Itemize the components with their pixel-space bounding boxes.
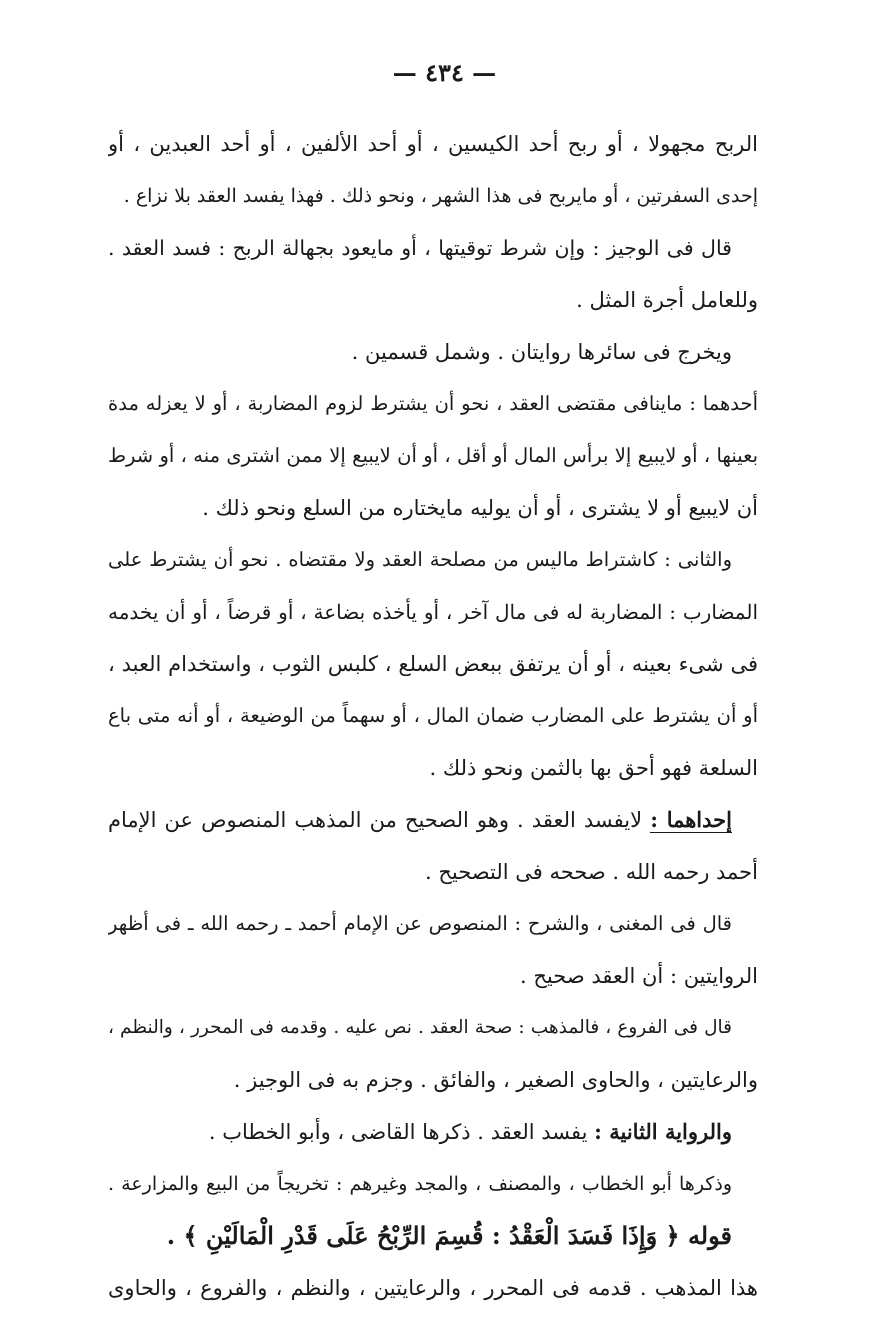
text-line <box>108 222 758 274</box>
line-lead-text: قوله <box>687 1221 732 1250</box>
line-text: أن لايبيع أو لا يشترى ، أو أن يوليه مايختاره من السلع ونحو ذلك . <box>202 496 758 520</box>
line-text: هذا المذهب . قدمه فى المحرر ، والرعايتين ، والنظم ، والفروع ، والحاوى <box>108 1276 758 1300</box>
line-text: الربح مجهولا ، أو ربح أحد الكيسين ، أو أحد الألفين ، أو أحد العبدين ، أو <box>108 132 758 156</box>
line-text: إحدى السفرتين ، أو مايربح فى هذا الشهر ، ونحو ذلك . فهذا يفسد العقد بلا نزاع . <box>123 185 758 207</box>
line-text: قال فى الوجيز : وإن شرط توقيتها ، أو مايعود بجهالة الربح : فسد العقد . <box>108 236 732 260</box>
text-line <box>108 898 758 950</box>
text-line <box>108 742 758 794</box>
line-text: وللعامل أجرة المثل . <box>576 288 758 312</box>
text-line <box>108 1210 758 1262</box>
text-line <box>108 430 758 482</box>
line-lead-text: إحداهما : <box>650 807 732 832</box>
line-text: لايفسد العقد . وهو الصحيح من المذهب المنصوص عن الإمام <box>108 808 643 832</box>
text-line <box>108 326 758 378</box>
line-text: فى شىء بعينه ، أو أن يرتفق ببعض السلع ، كلبس الثوب ، واستخدام العبد ، <box>108 652 758 676</box>
line-text: المضارب : المضاربة له فى مال آخر ، أو يأخذه بضاعة ، أو قرضاً ، أو أن يخدمه <box>108 600 758 624</box>
line-text: ويخرج فى سائرها روايتان . وشمل قسمين . <box>351 340 732 364</box>
text-line <box>108 1002 758 1054</box>
line-text: والرعايتين ، والحاوى الصغير ، والفائق . وجزم به فى الوجيز . <box>233 1068 758 1092</box>
text-line <box>108 1158 758 1210</box>
line-text: بعينها ، أو لايبيع إلا برأس المال أو أقل ، أو أن لايبيع إلا ممن اشترى منه ، أو شرط <box>108 444 758 467</box>
line-text: أو أن يشترط على المضارب ضمان المال ، أو سهماً من الوضيعة ، أو أنه متى باع <box>108 704 758 727</box>
text-line <box>108 638 758 690</box>
text-line <box>108 534 758 586</box>
text-line <box>108 846 758 898</box>
text-line <box>108 1054 758 1106</box>
line-text: قال فى المغنى ، والشرح : المنصوص عن الإمام أحمد ـ رحمه الله ـ فى أظهر <box>108 912 732 935</box>
text-line <box>108 274 758 326</box>
text-line <box>108 378 758 430</box>
line-lead-text: والرواية الثانية : <box>594 1119 732 1144</box>
text-line <box>108 118 758 170</box>
text-line <box>108 586 758 638</box>
text-body <box>108 118 758 1314</box>
line-text: قال فى الفروع ، فالمذهب : صحة العقد . نص عليه . وقدمه فى المحرر ، والنظم ، <box>108 1017 732 1038</box>
text-line <box>108 1262 758 1314</box>
text-line <box>108 690 758 742</box>
line-text: ﴿ وَإِذَا فَسَدَ الْعَقْدُ : قُسِمَ الرِّبْحُ عَلَى قَدْرِ الْمَالَيْنِ ﴾ . <box>166 1221 680 1250</box>
line-text: وذكرها أبو الخطاب ، والمصنف ، والمجد وغيرهم : تخريجاً من البيع والمزارعة . <box>108 1173 732 1195</box>
text-line <box>108 170 758 222</box>
line-text: السلعة فهو أحق بها بالثمن ونحو ذلك . <box>429 756 758 780</box>
text-line <box>108 950 758 1002</box>
line-text: أحدهما : ماينافى مقتضى العقد ، نحو أن يشترط لزوم المضاربة ، أو لا يعزله مدة <box>108 392 758 415</box>
line-text: والثانى : كاشتراط ماليس من مصلحة العقد ولا مقتضاه . نحو أن يشترط على <box>108 548 732 571</box>
page-number: — ٤٣٤ — <box>392 58 497 87</box>
line-text: الروايتين : أن العقد صحيح . <box>520 964 758 988</box>
text-line <box>108 1106 758 1158</box>
text-line <box>108 482 758 534</box>
line-text: يفسد العقد . ذكرها القاضى ، وأبو الخطاب . <box>208 1120 588 1144</box>
line-text: أحمد رحمه الله . صححه فى التصحيح . <box>425 860 758 884</box>
text-line <box>108 794 758 846</box>
